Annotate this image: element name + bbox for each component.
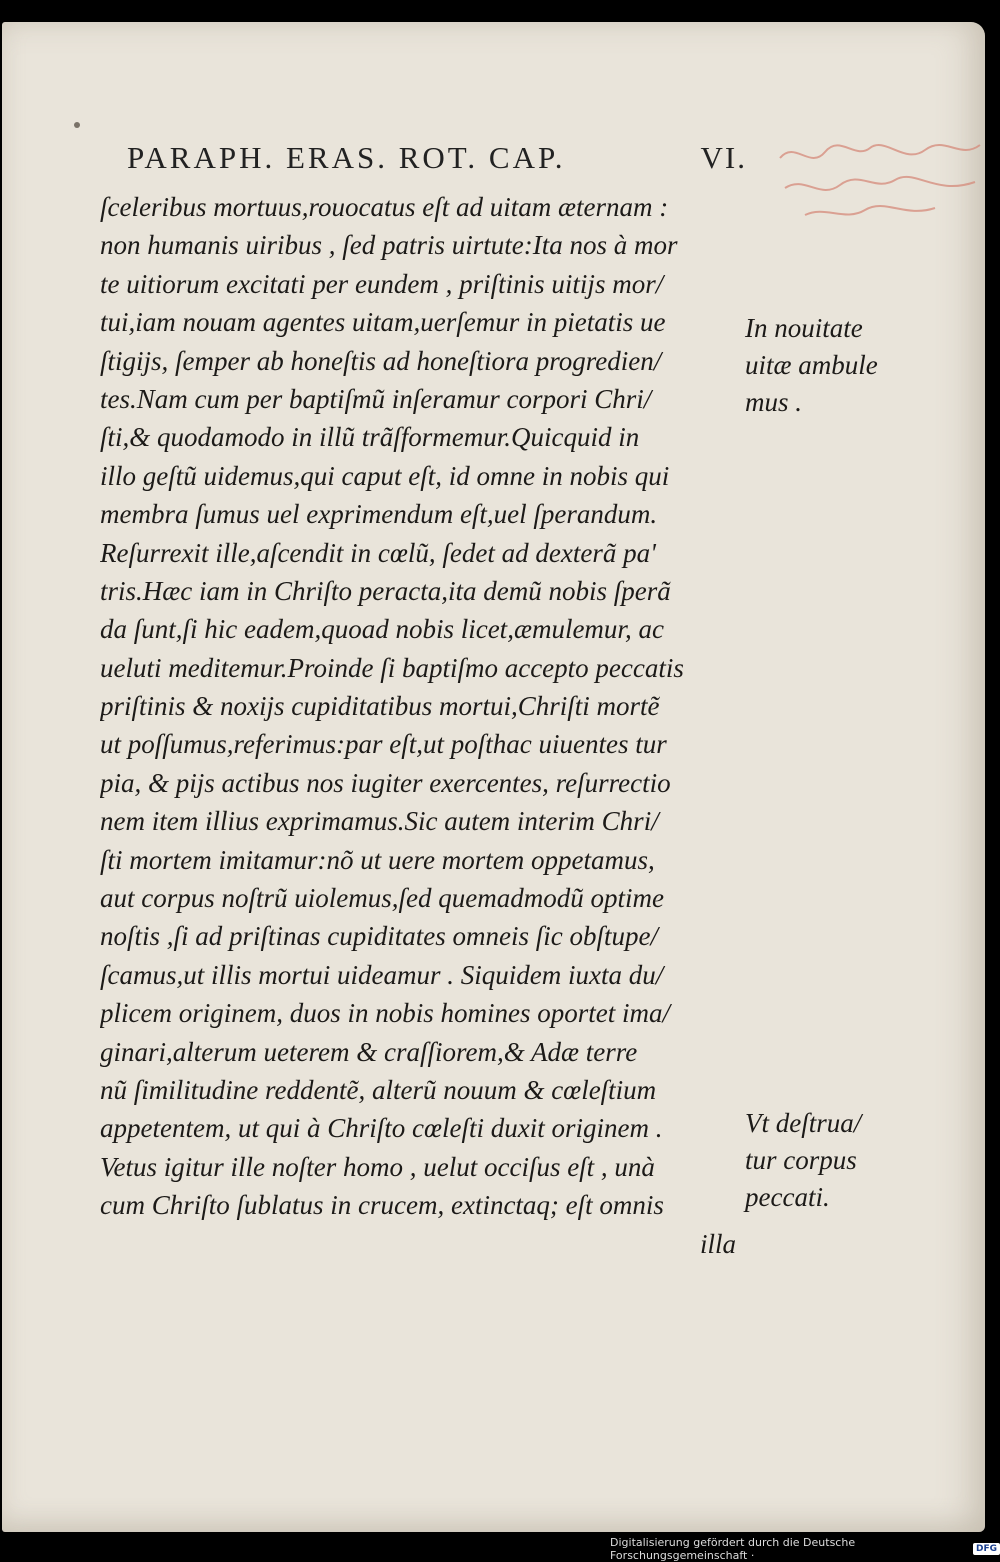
text-line: appetentem, ut qui à Chriſto cœleſti duxit originem . — [100, 1113, 663, 1144]
text-line: Vetus igitur ille noſter homo , uelut occiſus eſt , unà — [100, 1151, 655, 1182]
text-line: plicem originem, duos in nobis homines oportet ima/ — [100, 998, 670, 1029]
text-line: membra ſumus uel exprimendum eſt,uel ſperandum. — [100, 499, 658, 530]
credit-text: Digitalisierung gefördert durch die Deutsche Forschungsgemeinschaft · — [610, 1536, 856, 1562]
text-line: nũ ſimilitudine reddentẽ, alterũ nouum & cœleſtium — [100, 1074, 657, 1105]
text-line: nem item illius exprimamus.Sic autem interim Chri/ — [100, 806, 659, 837]
margin-note-line: In nouitate — [745, 313, 863, 343]
paper-speck — [74, 122, 80, 128]
chapter-number: VI. — [700, 140, 747, 175]
dfg-logo: DFG — [973, 1543, 1000, 1555]
margin-note-line: tur corpus — [745, 1145, 857, 1175]
text-line: tui,iam nouam agentes uitam,uerſemur in pietatis ue — [100, 307, 666, 338]
text-line: ſcamus,ut illis mortui uideamur . Siquidem iuxta du/ — [100, 959, 664, 990]
text-line: da ſunt,ſi hic eadem,quoad nobis licet,æmulemur, ac — [100, 614, 664, 645]
text-line: te uitiorum excitati per eundem , priſtinis uitijs mor/ — [100, 268, 664, 299]
handwriting-scribble — [775, 130, 985, 230]
text-line: ſtigijs, ſemper ab honeſtis ad honeſtiora progredien/ — [100, 345, 662, 376]
text-line: non humanis uiribus , ſed patris uirtute:Ita nos à mor — [100, 230, 678, 261]
running-header — [127, 140, 747, 176]
text-line: ſti mortem imitamur:nõ ut uere mortem oppetamus, — [100, 844, 655, 875]
text-line: noſtis ,ſi ad priſtinas cupiditates omneis ſic obſtupe/ — [100, 921, 658, 952]
text-line: priſtinis & noxijs cupiditatibus mortui,Chriſti mortẽ — [100, 691, 660, 722]
header-title: PARAPH. ERAS. ROT. CAP. — [127, 140, 566, 175]
text-line: ginari,alterum ueterem & craſſiorem,& Adæ terre — [100, 1036, 638, 1067]
catchword: illa — [699, 1228, 736, 1259]
margin-note-nouitate — [745, 310, 905, 421]
text-line: ut poſſumus,referimus:par eſt,ut poſthac uiuentes tur — [100, 729, 667, 760]
text-line: tris.Hæc iam in Chriſto peracta,ita demũ nobis ſperã — [100, 575, 671, 606]
margin-note-line: mus . — [745, 387, 803, 417]
text-line: aut corpus noſtrũ uiolemus,ſed quemadmodũ optime — [100, 883, 664, 914]
text-line: ſti,& quodamodo in illũ trãſformemur.Quicquid in — [100, 422, 640, 453]
text-line: illo geſtũ uidemus,qui caput eſt, id omne in nobis qui — [100, 460, 670, 491]
text-line: Reſurrexit ille,aſcendit in cœlũ, ſedet ad dexterã pa' — [100, 537, 656, 568]
margin-note-line: peccati. — [745, 1182, 830, 1212]
text-line: pia, & pijs actibus nos iugiter exercentes, reſurrectio — [100, 767, 671, 798]
text-line: ſceleribus mortuus,rouocatus eſt ad uitam æternam : — [100, 192, 669, 222]
text-line: tes.Nam cum per baptiſmũ inſeramur corpori Chri/ — [100, 383, 652, 414]
text-line: ueluti meditemur.Proinde ſi baptiſmo accepto peccatis — [100, 652, 684, 683]
handwritten-annotation — [775, 130, 985, 230]
margin-note-line: Vt deſtrua/ — [745, 1108, 862, 1138]
main-text-block — [100, 188, 740, 1263]
digitization-credit — [610, 1536, 1000, 1562]
margin-note-line: uitæ ambule — [745, 350, 878, 380]
text-line: cum Chriſto ſublatus in crucem, extinctaq; eſt omnis — [100, 1190, 664, 1221]
margin-note-destruatur — [745, 1105, 905, 1216]
